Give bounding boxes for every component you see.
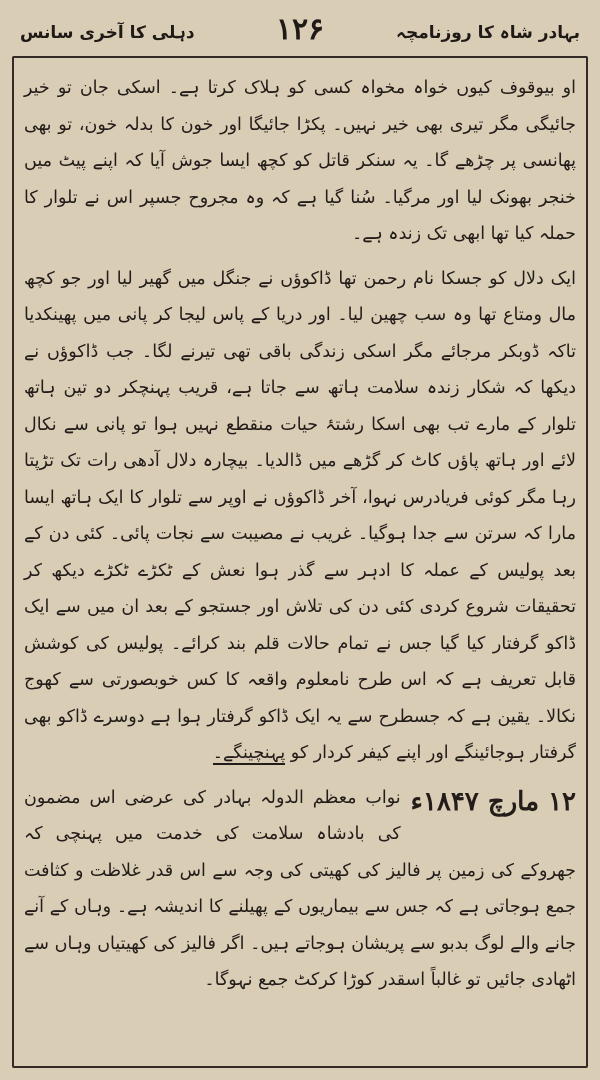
paragraph-1: او بیوقوف کیوں خواہ مخواہ کسی کو ہلاک کرتا ہے۔ اسکی جان تو خیر جائیگی مگر تیری بھی خیر نہیں۔ پکڑا جائیگا اور خون کا بدلہ خون، تو بھی پھانسی پر چڑھے گا۔ یہ سنکر قاتل کو کچھ ایسا جوش آیا کہ اپنے پیٹ میں خنجر بھونک لیا اور مرگیا۔ سُنا گیا ہے کہ وہ مجروح جسپر اس نے تلوار کا حملہ کیا تھا ابھی تک زندہ ہے۔ xyxy=(24,78,576,244)
header-chapter-title: دہلی کا آخری سانس xyxy=(20,23,195,43)
paragraph-2-underlined-word: پہنچینگے۔ xyxy=(212,743,286,763)
header-book-title: بہادر شاہ کا روزنامچہ xyxy=(396,23,580,43)
paragraph-2-text: ایک دلال کو جسکا نام رحمن تھا ڈاکوؤں نے جنگل میں گھیر لیا اور جو کچھ مال ومتاع تھا وہ سب چھین لیا۔ اور دریا کے پاس لیجا کر پانی میں پھینکدیا تاکہ ڈوبکر مرجائے مگر اسکی زندگی باقی تھی تیرنے لگا۔ جب ڈاکوؤں نے دیکھا کہ شکار زندہ سلامت ہاتھ سے جاتا ہے، قریب پہنچکر دو تین ہاتھ تلوار کے مارے تب بھی اسکا رشتۂ حیات منقطع نہیں ہوا تو پانی سے نکال لائے اور ہاتھ پاؤں کاٹ کر گڑھے میں ڈالدیا۔ بیچارہ دلال آدھی رات تک تڑپتا رہا مگر کوئی فریادرس نہوا، آخر ڈاکوؤں نے اوپر سے تلوار کا ایک ہاتھ ایسا مارا کہ سرتن سے جدا ہوگیا۔ غریب نے مصیبت سے نجات پائی۔ کئی دن کے بعد پولیس کے عملہ کا ادہر سے گذر ہوا نعش کے ٹکڑے ٹکڑے دیکھ کر تحقیقات شروع کردی کئی دن کی تلاش اور جستجو کے بعد ان میں سے ایک ڈاکو گرفتار کیا گیا جس نے تمام حالات قلم بند کرائے۔ پولیس کی کوشش قابل تعریف ہے کہ اس طرح نامعلوم واقعہ کا کس خوبصورتی سے کھوج نکالا۔ یقین ہے کہ جسطرح سے یہ ایک ڈاکو گرفتار ہوا ہے دوسرے ڈاکو بھی گرفتار ہوجائینگے اور اپنے کیفر کردار کو xyxy=(24,268,576,763)
entry-text: نواب معظم الدولہ بہادر کی عرضی اس مضمون کی بادشاہ سلامت کی خدمت میں پہنچی کہ جھروکے کی زمین پر فالیز کی کھیتی کی وجہ سے اس قدر غلاظت و کثافت جمع ہوجاتی ہے کہ جس سے بیماریوں کے پھیلنے کا اندیشہ ہے۔ وہاں کے آنے جانے والے لوگ بدبو سے پریشان ہوجاتے ہیں۔ اگر فالیز کی کھیتیاں وہاں سے اٹھادی جائیں تو غالباً اسقدر کوڑا کرکٹ جمع نہوگا۔ xyxy=(24,787,576,990)
entry-date: ۱۲ مارچ ۱۸۴۷ء xyxy=(410,786,576,817)
page-body xyxy=(24,70,576,1054)
paragraph-2 xyxy=(24,261,576,772)
page-header xyxy=(14,8,586,54)
diary-entry xyxy=(24,780,576,999)
page-number: ۱۲۶ xyxy=(275,12,325,47)
